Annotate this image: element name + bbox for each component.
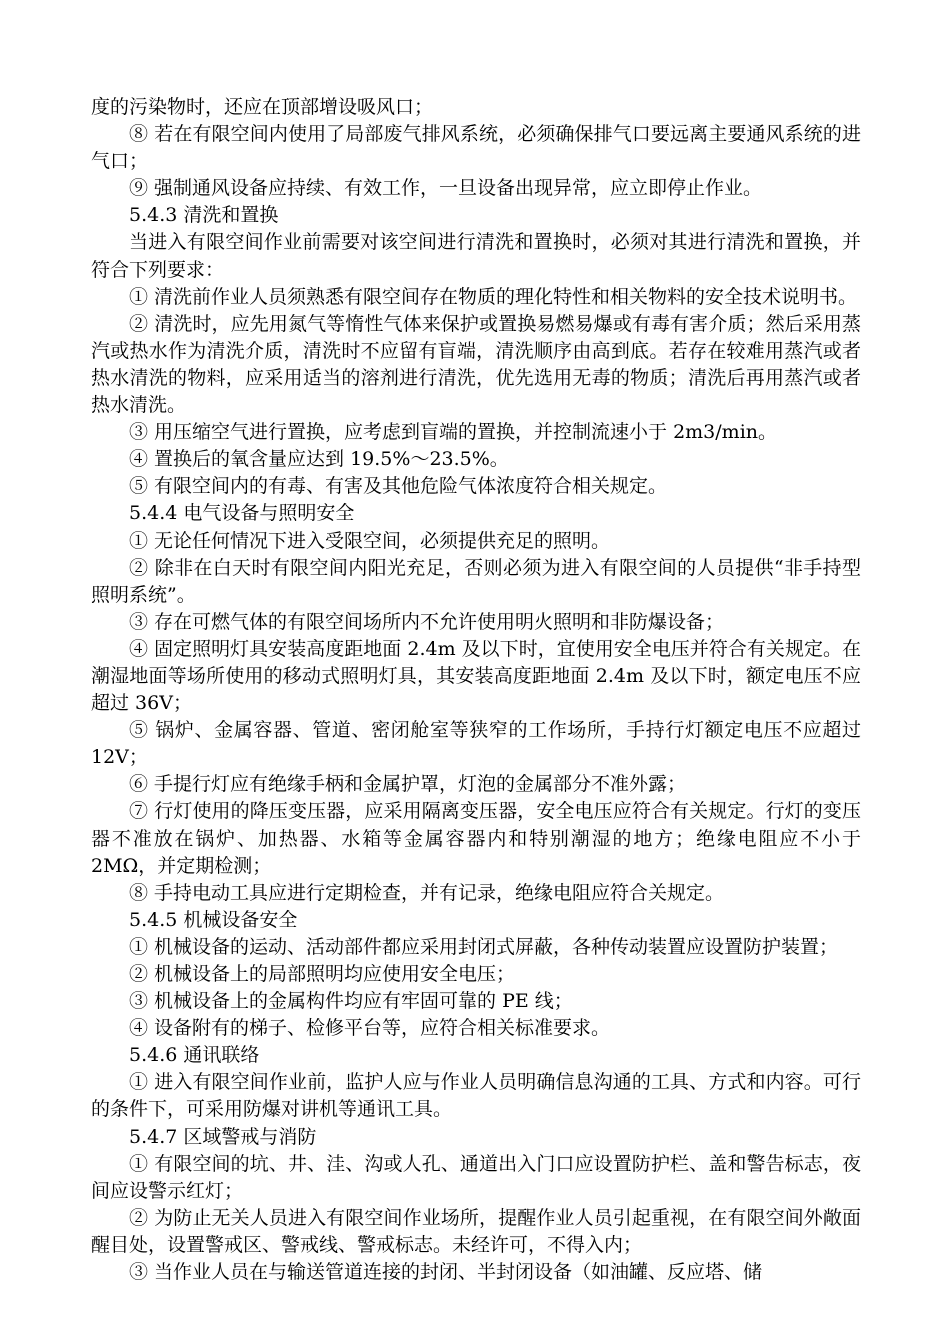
section-heading-5-4-7: 5.4.7 区域警戒与消防 — [129, 1125, 317, 1148]
section-heading-5-4-5: 5.4.5 机械设备安全 — [129, 908, 298, 931]
document-body — [91, 94, 861, 1286]
paragraph-cleaning-item-2: ② 清洗时，应先用氮气等惰性气体来保护或置换易燃易爆或有毒有害介质；然后采用蒸汽或热水作为清洗介质，清洗时不应留有盲端，清洗顺序由高到底。若存在较难用蒸汽或者热水清洗的物料，应采用适当的溶剂进行清洗，优先选用无毒的物质；清洗后再用蒸汽或者热水清洗。 — [91, 312, 861, 417]
paragraph-cleaning-item-4: ④ 置换后的氧含量应达到 19.5%～23.5%。 — [129, 448, 509, 471]
section-heading-5-4-4: 5.4.4 电气设备与照明安全 — [129, 502, 355, 525]
paragraph-electrical-item-2: ② 除非在白天时有限空间内阳光充足，否则必须为进入有限空间的人员提供“非手持型照明系统”。 — [91, 556, 861, 606]
paragraph-warning-item-1: ① 有限空间的坑、井、洼、沟或人孔、通道出入门口应设置防护栏、盖和警告标志，夜间应设警示红灯； — [91, 1152, 861, 1202]
paragraph-mechanical-item-3: ③ 机械设备上的金属构件均应有牢固可靠的 PE 线； — [129, 990, 573, 1013]
paragraph-electrical-item-6: ⑥ 手提行灯应有绝缘手柄和金属护罩，灯泡的金属部分不准外露； — [129, 773, 687, 796]
paragraph-cleaning-item-1: ① 清洗前作业人员须熟悉有限空间存在物质的理化特性和相关物料的安全技术说明书。 — [129, 285, 858, 308]
paragraph-electrical-item-1: ① 无论任何情况下进入受限空间，必须提供充足的照明。 — [129, 529, 611, 552]
paragraph-cleaning-item-3: ③ 用压缩空气进行置换，应考虑到盲端的置换，并控制流速小于 2m3/min。 — [129, 421, 778, 444]
paragraph-electrical-item-8: ⑧ 手持电动工具应进行定期检查，并有记录，绝缘电阻应符合关规定。 — [129, 881, 725, 904]
paragraph-communication-item-1: ① 进入有限空间作业前，监护人应与作业人员明确信息沟通的工具、方式和内容。可行的条件下，可采用防爆对讲机等通讯工具。 — [91, 1071, 861, 1121]
paragraph-electrical-item-3: ③ 存在可燃气体的有限空间场所内不允许使用明火照明和非防爆设备； — [129, 610, 725, 633]
paragraph-electrical-item-4: ④ 固定照明灯具安装高度距地面 2.4m 及以下时，宜使用安全电压并符合有关规定。在潮湿地面等场所使用的移动式照明灯具，其安装高度距地面 2.4m 及以下时，额定电压不应超过 36V； — [91, 637, 861, 715]
section-heading-5-4-6: 5.4.6 通讯联络 — [129, 1044, 260, 1067]
paragraph-warning-item-3: ③ 当作业人员在与输送管道连接的封闭、半封闭设备（如油罐、反应塔、储 — [129, 1261, 763, 1284]
paragraph-electrical-item-5: ⑤ 锅炉、金属容器、管道、密闭舱室等狭窄的工作场所，手持行灯额定电压不应超过 12V； — [91, 719, 861, 769]
paragraph-warning-item-2: ② 为防止无关人员进入有限空间作业场所，提醒作业人员引起重视，在有限空间外敞面醒目处，设置警戒区、警戒线、警戒标志。未经许可，不得入内； — [91, 1206, 861, 1256]
paragraph-mechanical-item-1: ① 机械设备的运动、活动部件都应采用封闭式屏蔽，各种传动装置应设置防护装置； — [129, 935, 839, 958]
paragraph-cleaning-item-5: ⑤ 有限空间内的有毒、有害及其他危险气体浓度符合相关规定。 — [129, 475, 668, 498]
paragraph-mechanical-item-4: ④ 设备附有的梯子、检修平台等，应符合相关标准要求。 — [129, 1017, 611, 1040]
paragraph-electrical-item-7: ⑦ 行灯使用的降压变压器，应采用隔离变压器，安全电压应符合有关规定。行灯的变压器不准放在锅炉、加热器、水箱等金属容器内和特别潮湿的地方；绝缘电阻应不小于 2MΩ，并定期检测； — [91, 800, 861, 877]
paragraph-item-9-ventilation: ⑨ 强制通风设备应持续、有效工作，一旦设备出现异常，应立即停止作业。 — [129, 177, 763, 200]
paragraph-continuation: 度的污染物时，还应在顶部增设吸风口； — [91, 96, 434, 118]
paragraph-cleaning-intro: 当进入有限空间作业前需要对该空间进行清洗和置换时，必须对其进行清洗和置换，并符合下列要求： — [91, 231, 861, 281]
section-heading-5-4-3: 5.4.3 清洗和置换 — [129, 204, 279, 227]
paragraph-item-8-exhaust: ⑧ 若在有限空间内使用了局部废气排风系统，必须确保排气口要远离主要通风系统的进气口； — [91, 123, 861, 173]
paragraph-mechanical-item-2: ② 机械设备上的局部照明均应使用安全电压； — [129, 963, 516, 985]
